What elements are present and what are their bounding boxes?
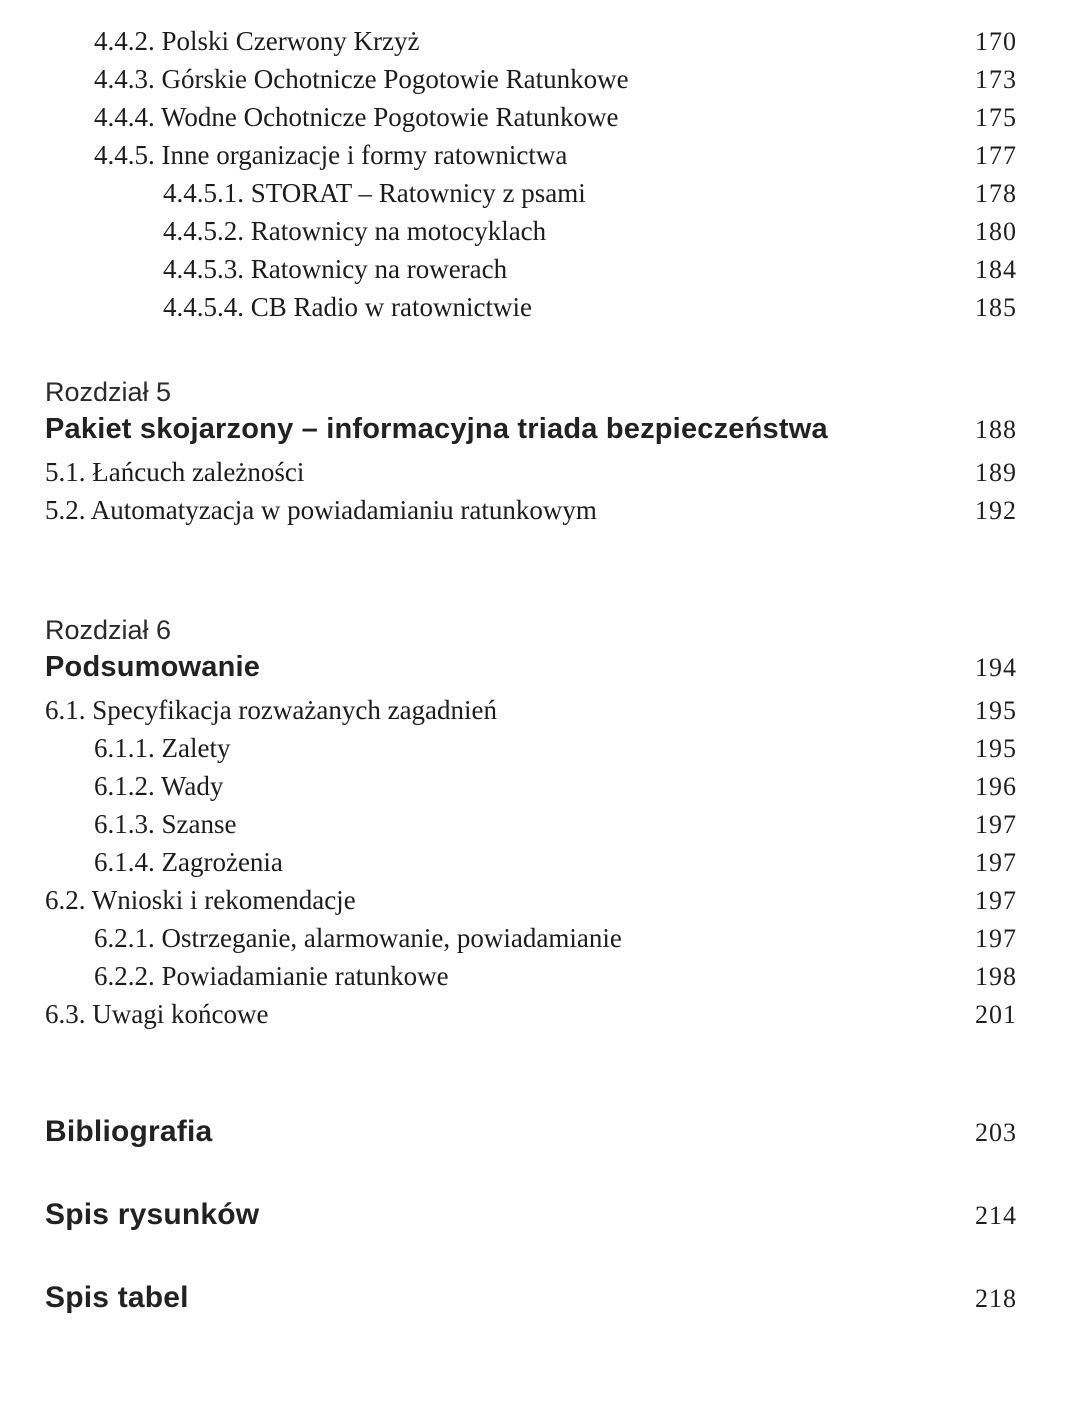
toc-entry-row <box>0 178 1017 216</box>
toc-entry-list <box>0 26 1017 330</box>
toc-heading-page-number: 214 <box>975 1201 1017 1230</box>
toc-entry-row <box>0 102 1017 140</box>
toc-entry-label: 6.2. Wnioski i rekomendacje <box>45 885 356 915</box>
toc-entry-page-number: 197 <box>975 848 1017 877</box>
chapter-title: Pakiet skojarzony – informacyjna triada bezpieczeństwa <box>45 413 828 445</box>
toc-entry-page-number: 175 <box>975 103 1017 132</box>
toc-entry-page-number: 173 <box>975 65 1017 94</box>
toc-entry-label: 4.4.2. Polski Czerwony Krzyż <box>94 26 420 56</box>
toc-entry-label: 6.1.1. Zalety <box>94 733 231 763</box>
toc-entry-row <box>0 140 1017 178</box>
toc-entry-row <box>0 695 1017 733</box>
toc-entry-page-number: 195 <box>975 734 1017 763</box>
toc-heading-label: Spis tabel <box>45 1281 189 1314</box>
toc-entry-label: 6.2.1. Ostrzeganie, alarmowanie, powiadamianie <box>94 923 622 953</box>
toc-entry-row <box>0 457 1017 495</box>
toc-entry-row <box>0 733 1017 771</box>
toc-entry-page-number: 178 <box>975 179 1017 208</box>
toc-entry-label: 4.4.3. Górskie Ochotnicze Pogotowie Ratunkowe <box>94 64 629 94</box>
toc-entry-row <box>0 999 1017 1037</box>
toc-entry-page-number: 170 <box>975 27 1017 56</box>
toc-entry-page-number: 184 <box>975 255 1017 284</box>
toc-entry-page-number: 201 <box>975 1000 1017 1029</box>
toc-entry-label: 4.4.5.2. Ratownicy na motocyklach <box>163 216 547 246</box>
toc-entry-list <box>0 695 1017 1037</box>
toc-entry-row <box>0 495 1017 533</box>
chapter-page-number: 188 <box>975 415 1017 444</box>
toc-entry-label: 4.4.5. Inne organizacje i formy ratownictwa <box>94 140 568 170</box>
toc-chapter-5 <box>0 377 1017 533</box>
chapter-page-number: 194 <box>975 653 1017 682</box>
toc-entry-label: 5.2. Automatyzacja w powiadamianiu ratunkowym <box>45 495 597 525</box>
toc-heading-row <box>0 1198 1017 1240</box>
toc-entry-row <box>0 961 1017 999</box>
chapter-5-title-row <box>0 413 1017 455</box>
toc-entry-label: 6.1.2. Wady <box>94 771 224 801</box>
toc-heading-page-number: 203 <box>975 1118 1017 1147</box>
toc-entry-page-number: 197 <box>975 924 1017 953</box>
toc-heading-label: Bibliografia <box>45 1115 213 1148</box>
toc-entry-label: 6.1. Specyfikacja rozważanych zagadnień <box>45 695 498 725</box>
toc-entry-label: 5.1. Łańcuch zależności <box>45 457 305 487</box>
toc-entry-row <box>0 771 1017 809</box>
toc-heading-page-number: 218 <box>975 1284 1017 1313</box>
chapter-6-title-row <box>0 651 1017 693</box>
chapter-kicker: Rozdział 5 <box>45 377 172 407</box>
toc-entry-page-number: 198 <box>975 962 1017 991</box>
toc-entry-page-number: 189 <box>975 458 1017 487</box>
toc-entry-label: 4.4.5.4. CB Radio w ratownictwie <box>163 292 532 322</box>
toc-entry-label: 6.1.3. Szanse <box>94 809 237 839</box>
toc-entry-label: 6.3. Uwagi końcowe <box>45 999 269 1029</box>
toc-entry-page-number: 192 <box>975 496 1017 525</box>
toc-entry-label: 6.2.2. Powiadamianie ratunkowe <box>94 961 449 991</box>
toc-entry-row <box>0 847 1017 885</box>
toc-heading-row <box>0 1115 1017 1157</box>
toc-entry-page-number: 197 <box>975 810 1017 839</box>
toc-heading-list <box>0 1115 1017 1323</box>
toc-entry-row <box>0 923 1017 961</box>
chapter-kicker: Rozdział 6 <box>45 615 172 645</box>
toc-entry-label: 4.4.5.3. Ratownicy na rowerach <box>163 254 508 284</box>
chapter-6-kicker-row <box>0 615 1017 651</box>
toc-backmatter <box>0 1115 1017 1323</box>
toc-entry-row <box>0 26 1017 64</box>
toc-entry-page-number: 196 <box>975 772 1017 801</box>
toc-entry-row <box>0 254 1017 292</box>
toc-entry-row <box>0 885 1017 923</box>
chapter-title: Podsumowanie <box>45 651 261 683</box>
toc-entry-row <box>0 64 1017 102</box>
toc-entry-list <box>0 457 1017 533</box>
toc-entry-page-number: 185 <box>975 293 1017 322</box>
toc-entry-label: 4.4.5.1. STORAT – Ratownicy z psami <box>163 178 586 208</box>
toc-entry-page-number: 197 <box>975 886 1017 915</box>
toc-heading-row <box>0 1281 1017 1323</box>
toc-entry-label: 6.1.4. Zagrożenia <box>94 847 283 877</box>
toc-entry-row <box>0 809 1017 847</box>
chapter-5-kicker-row <box>0 377 1017 413</box>
toc-entry-row <box>0 216 1017 254</box>
toc-entry-row <box>0 292 1017 330</box>
toc-section-4-4 <box>0 26 1017 330</box>
toc-entry-page-number: 195 <box>975 696 1017 725</box>
toc-entry-label: 4.4.4. Wodne Ochotnicze Pogotowie Ratunkowe <box>94 102 619 132</box>
toc-entry-page-number: 177 <box>975 141 1017 170</box>
toc-entry-page-number: 180 <box>975 217 1017 246</box>
toc-heading-label: Spis rysunków <box>45 1198 260 1231</box>
toc-chapter-6 <box>0 615 1017 1037</box>
